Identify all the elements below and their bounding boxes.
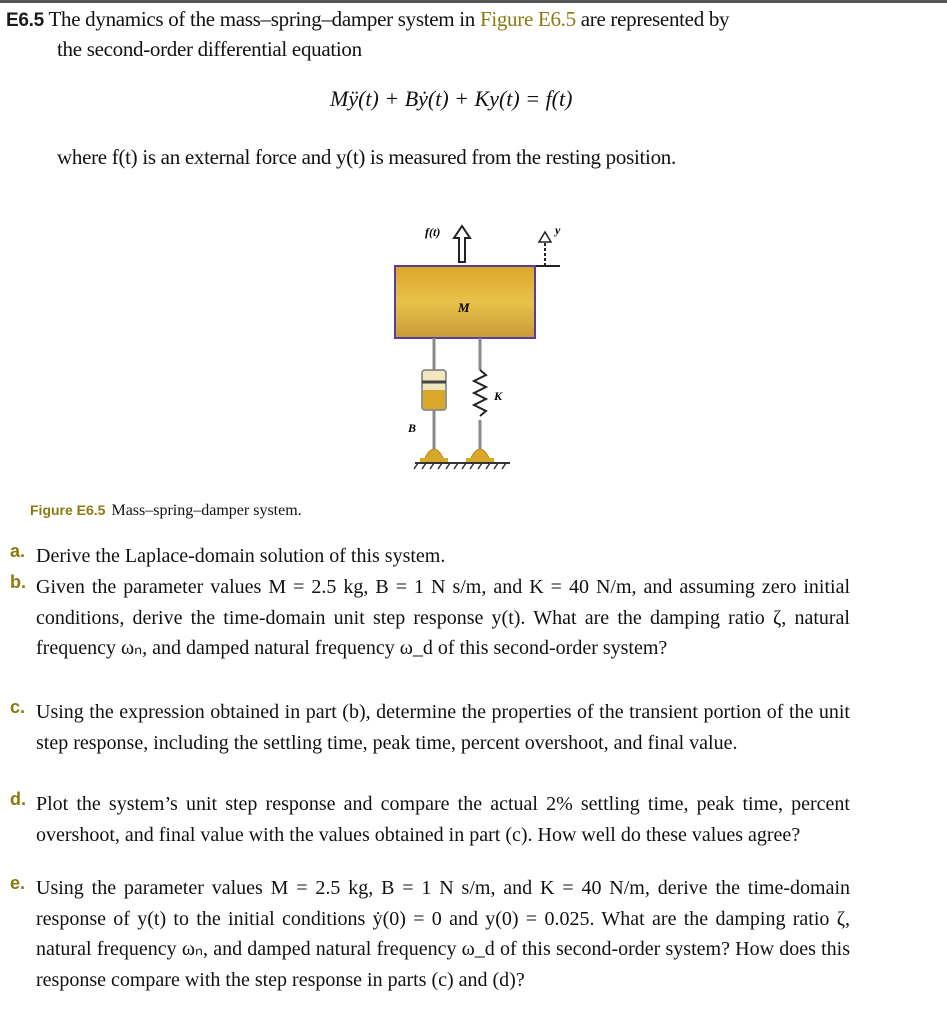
displacement-arrow-icon bbox=[532, 232, 560, 266]
problem-intro bbox=[6, 4, 941, 36]
part-text: Using the parameter values M = 2.5 kg, B = 1 N s/m, and K = 40 N/m, derive the time-domain response of y(t) to the initial conditions ẏ(0) = 0 and y(0) = 0.025. What are the damping ratio ζ, natural frequency ωₙ, and damped natural frequency ω_d of this second-order system? How does this response compare with the step response in parts (c) and (d)? bbox=[36, 877, 850, 991]
mass-spring-damper-figure bbox=[370, 210, 570, 470]
problem-number: E6.5 bbox=[6, 10, 44, 31]
mass-label: M bbox=[458, 300, 470, 315]
part-text: Given the parameter values M = 2.5 kg, B = 1 N s/m, and K = 40 N/m, and assuming zero initial conditions, derive the time-domain unit step response y(t). What are the damping ratio ζ, natural frequency ωₙ, and damped natural frequency ω_d of this second-order system? bbox=[36, 576, 850, 659]
damper-label: B bbox=[408, 421, 417, 435]
top-border bbox=[0, 0, 947, 3]
part-e bbox=[10, 873, 850, 995]
intro-line-2: the second-order differential equation bbox=[57, 37, 362, 61]
force-arrow-icon bbox=[454, 226, 470, 262]
ground-icon bbox=[414, 463, 510, 469]
part-a bbox=[10, 541, 850, 572]
part-d bbox=[10, 789, 850, 850]
part-text: Plot the system’s unit step response and compare the actual 2% settling time, peak time, percent overshoot, and final value with the values obtained in part (c). How well do these values agree? bbox=[36, 793, 850, 846]
figure-caption bbox=[30, 502, 302, 520]
part-marker: d. bbox=[10, 789, 26, 809]
part-c bbox=[10, 697, 850, 758]
intro-text-pre: The dynamics of the mass–spring–damper system in bbox=[48, 7, 480, 31]
damper-icon bbox=[422, 370, 446, 450]
part-marker: c. bbox=[10, 697, 26, 717]
caption-label: Figure E6.5 bbox=[30, 502, 106, 518]
part-text: Using the expression obtained in part (b), determine the properties of the transient portion of the unit step response, including the settling time, peak time, percent overshoot, and final value. bbox=[36, 701, 850, 754]
spring-icon bbox=[474, 370, 486, 420]
figure-link[interactable]: Figure E6.5 bbox=[479, 7, 576, 31]
differential-equation: Mÿ(t) + Bẏ(t) + Ky(t) = f(t) bbox=[330, 86, 573, 111]
y-label: y bbox=[555, 223, 561, 237]
where-text: where f(t) is an external force and y(t) is measured from the resting position. bbox=[57, 145, 676, 169]
intro-text-post: are represented by bbox=[575, 7, 730, 31]
pivot-icon bbox=[420, 449, 494, 462]
caption-text: Mass–spring–damper system. bbox=[111, 502, 302, 519]
part-b bbox=[10, 572, 850, 664]
part-marker: e. bbox=[10, 873, 26, 893]
part-marker: a. bbox=[10, 541, 26, 561]
force-label: f(t) bbox=[425, 225, 441, 239]
part-marker: b. bbox=[10, 572, 26, 592]
part-text: Derive the Laplace-domain solution of this system. bbox=[36, 545, 446, 567]
spring-label: K bbox=[494, 389, 503, 403]
